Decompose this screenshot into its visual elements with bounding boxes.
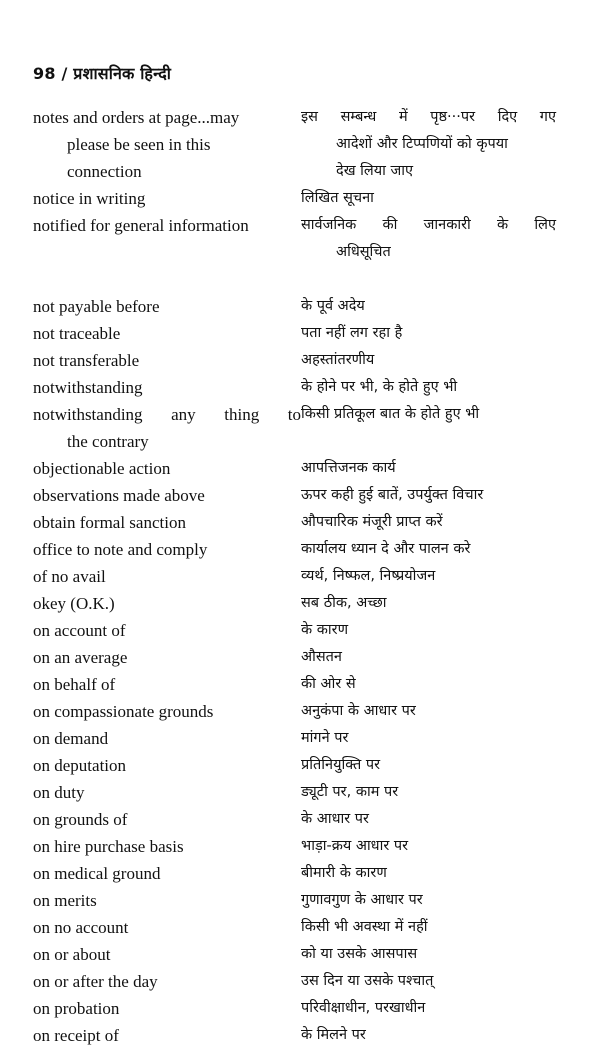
english-term: notice in writing xyxy=(33,189,146,208)
english-term: observations made above xyxy=(33,486,205,505)
english-term: office to note and comply xyxy=(33,540,208,559)
hindi-equivalent: इस सम्बन्ध में पृष्ठ···पर दिए गए आदेशों और टिप्पणियों को कृपया देख लिया जाए xyxy=(301,109,556,179)
hindi-equivalent: कार्यालय ध्यान दे और पालन करे xyxy=(301,541,471,557)
english-term: on merits xyxy=(33,891,97,910)
hindi-equivalent: मांगने पर xyxy=(301,730,349,746)
page-header xyxy=(33,62,171,84)
hindi-equivalent: औपचारिक मंजूरी प्राप्त करें xyxy=(301,514,443,530)
hindi-equivalent: के कारण xyxy=(301,622,349,638)
glossary-entry xyxy=(0,752,600,779)
hindi-equivalent: के पूर्व अदेय xyxy=(301,298,365,314)
glossary-entry xyxy=(0,941,600,968)
english-term: obtain formal sanction xyxy=(33,513,186,532)
glossary-entry xyxy=(0,806,600,833)
glossary-entry xyxy=(0,644,600,671)
glossary-entry xyxy=(0,617,600,644)
glossary-entry xyxy=(0,374,600,401)
english-term: notes and orders at page...may please be seen in this connection xyxy=(33,108,240,181)
hindi-equivalent: किसी प्रतिकूल बात के होते हुए भी xyxy=(301,406,480,422)
glossary-entry xyxy=(0,833,600,860)
glossary-entry xyxy=(0,1022,600,1049)
glossary-entry xyxy=(0,455,600,482)
glossary-entry xyxy=(0,482,600,509)
hindi-equivalent: लिखित सूचना xyxy=(301,190,374,206)
glossary-entry xyxy=(0,536,600,563)
glossary-entry xyxy=(0,725,600,752)
english-term: notwithstanding any thing to the contrary xyxy=(33,405,301,451)
english-term: on or about xyxy=(33,945,111,964)
english-term: notwithstanding xyxy=(33,378,143,397)
english-term: not payable before xyxy=(33,297,160,316)
english-term: on receipt of xyxy=(33,1026,119,1045)
hindi-equivalent: के होने पर भी, के होते हुए भी xyxy=(301,379,458,395)
glossary-entry xyxy=(0,401,600,455)
hindi-equivalent: सार्वजनिक की जानकारी के लिए अधिसूचित xyxy=(301,217,556,260)
english-term: on medical ground xyxy=(33,864,161,883)
english-term: of no avail xyxy=(33,567,106,586)
hindi-equivalent: ड्यूटी पर, काम पर xyxy=(301,784,399,800)
english-term: on behalf of xyxy=(33,675,116,694)
english-term: not transferable xyxy=(33,351,140,370)
glossary-entry xyxy=(0,779,600,806)
english-term: objectionable action xyxy=(33,459,171,478)
english-term: on deputation xyxy=(33,756,127,775)
hindi-equivalent: भाड़ा-क्रय आधार पर xyxy=(301,838,409,854)
entry-gap xyxy=(0,266,600,293)
hindi-equivalent: अहस्तांतरणीय xyxy=(301,352,375,368)
hindi-equivalent: सब ठीक, अच्छा xyxy=(301,595,387,611)
page-number: 98 xyxy=(33,64,56,83)
hindi-equivalent: ऊपर कही हुई बातें, उपर्युक्त विचार xyxy=(301,487,484,503)
english-term: on hire purchase basis xyxy=(33,837,184,856)
hindi-equivalent: पता नहीं लग रहा है xyxy=(301,325,403,341)
glossary-entry xyxy=(0,104,600,185)
glossary-entry xyxy=(0,671,600,698)
glossary-entries xyxy=(0,104,600,1049)
hindi-equivalent: की ओर से xyxy=(301,676,356,692)
book-title: प्रशासनिक हिन्दी xyxy=(73,64,172,83)
english-term: notified for general information xyxy=(33,216,249,235)
hindi-equivalent: व्यर्थ, निष्फल, निष्प्रयोजन xyxy=(301,568,436,584)
hindi-equivalent: के मिलने पर xyxy=(301,1027,366,1043)
glossary-entry xyxy=(0,509,600,536)
glossary-entry xyxy=(0,563,600,590)
glossary-entry xyxy=(0,968,600,995)
glossary-entry xyxy=(0,185,600,212)
glossary-entry xyxy=(0,698,600,725)
hindi-equivalent: को या उसके आसपास xyxy=(301,946,418,962)
glossary-entry xyxy=(0,590,600,617)
glossary-entry xyxy=(0,995,600,1022)
glossary-entry xyxy=(0,212,600,266)
hindi-equivalent: किसी भी अवस्था में नहीं xyxy=(301,919,428,935)
english-term: on demand xyxy=(33,729,109,748)
header-separator: / xyxy=(55,64,74,83)
hindi-equivalent: के आधार पर xyxy=(301,811,369,827)
english-term: on grounds of xyxy=(33,810,128,829)
glossary-entry xyxy=(0,887,600,914)
hindi-equivalent: आपत्तिजनक कार्य xyxy=(301,460,396,476)
hindi-equivalent: परिवीक्षाधीन, परखाधीन xyxy=(301,1000,426,1016)
english-term: on account of xyxy=(33,621,126,640)
glossary-entry xyxy=(0,914,600,941)
glossary-entry xyxy=(0,320,600,347)
english-term: on probation xyxy=(33,999,120,1018)
english-term: on or after the day xyxy=(33,972,158,991)
english-term: on an average xyxy=(33,648,128,667)
hindi-equivalent: बीमारी के कारण xyxy=(301,865,387,881)
hindi-equivalent: अनुकंपा के आधार पर xyxy=(301,703,416,719)
english-term: on compassionate grounds xyxy=(33,702,214,721)
hindi-equivalent: गुणावगुण के आधार पर xyxy=(301,892,423,908)
glossary-entry xyxy=(0,860,600,887)
hindi-equivalent: उस दिन या उसके पश्चात् xyxy=(301,973,434,989)
hindi-equivalent: प्रतिनियुक्ति पर xyxy=(301,757,381,773)
glossary-entry xyxy=(0,347,600,374)
english-term: on duty xyxy=(33,783,85,802)
english-term: okey (O.K.) xyxy=(33,594,115,613)
glossary-entry xyxy=(0,293,600,320)
hindi-equivalent: औसतन xyxy=(301,649,342,665)
english-term: on no account xyxy=(33,918,129,937)
english-term: not traceable xyxy=(33,324,121,343)
